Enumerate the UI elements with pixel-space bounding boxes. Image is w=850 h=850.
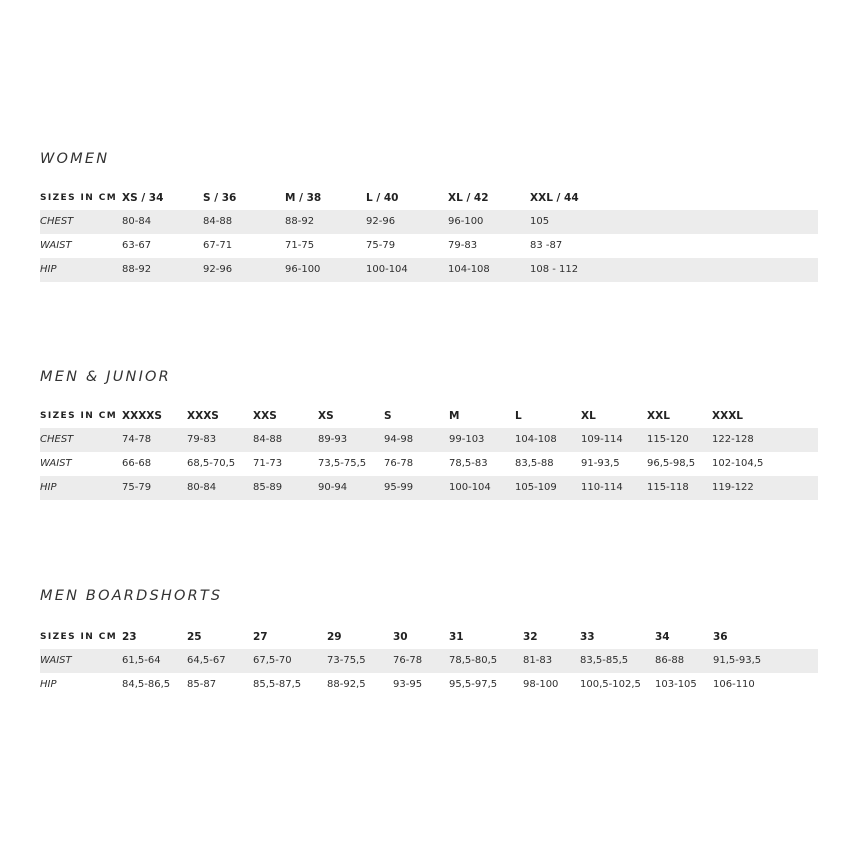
table-cell: 93-95 <box>393 679 423 690</box>
table-cell: 98-100 <box>523 679 559 690</box>
table-cell: 84-88 <box>253 434 283 445</box>
section-title: MEN BOARDSHORTS <box>40 588 223 604</box>
table-cell: 83,5-88 <box>515 458 554 469</box>
table-cell: 94-98 <box>384 434 414 445</box>
table-cell: 78,5-83 <box>449 458 488 469</box>
row-label: HIP <box>40 679 57 690</box>
size-header: 30 <box>393 631 408 643</box>
table-row-waist <box>40 649 818 673</box>
table-cell: 102-104,5 <box>712 458 764 469</box>
header-row <box>40 625 818 649</box>
size-header: 33 <box>580 631 595 643</box>
table-cell: 95-99 <box>384 482 414 493</box>
size-header: S / 36 <box>203 192 237 204</box>
size-header: M <box>449 410 460 422</box>
size-header: L <box>515 410 522 422</box>
table-cell: 104-108 <box>515 434 557 445</box>
table-cell: 100-104 <box>366 264 408 275</box>
section-title: MEN & JUNIOR <box>40 369 171 385</box>
table-cell: 88-92 <box>285 216 315 227</box>
table-cell: 81-83 <box>523 655 553 666</box>
size-header: XXXS <box>187 410 219 422</box>
table-cell: 75-79 <box>122 482 152 493</box>
table-cell: 76-78 <box>393 655 423 666</box>
table-cell: 67-71 <box>203 240 233 251</box>
table-row-chest <box>40 428 818 452</box>
table-row-waist <box>40 452 818 476</box>
table-cell: 96,5-98,5 <box>647 458 696 469</box>
table-cell: 109-114 <box>581 434 623 445</box>
header-label: SIZES IN CM <box>40 632 118 642</box>
table-cell: 115-120 <box>647 434 689 445</box>
table-cell: 64,5-67 <box>187 655 226 666</box>
table-cell: 79-83 <box>448 240 478 251</box>
size-header: XS <box>318 410 334 422</box>
table-cell: 95,5-97,5 <box>449 679 498 690</box>
table-row-waist <box>40 234 818 258</box>
size-header: XXL <box>647 410 670 422</box>
size-header: XS / 34 <box>122 192 164 204</box>
table-row-chest <box>40 210 818 234</box>
row-label: WAIST <box>40 458 72 469</box>
size-header: 27 <box>253 631 268 643</box>
table-cell: 119-122 <box>712 482 754 493</box>
size-header: 32 <box>523 631 538 643</box>
size-header: XL <box>581 410 596 422</box>
men-boardshorts-section <box>40 587 818 697</box>
table-cell: 80-84 <box>122 216 152 227</box>
table-cell: 100-104 <box>449 482 491 493</box>
table-cell: 74-78 <box>122 434 152 445</box>
men-junior-section <box>40 368 818 500</box>
header-row <box>40 186 818 210</box>
table-cell: 73-75,5 <box>327 655 366 666</box>
size-header: XXXXS <box>122 410 162 422</box>
size-header: 36 <box>713 631 728 643</box>
size-header: XL / 42 <box>448 192 489 204</box>
table-cell: 91-93,5 <box>581 458 620 469</box>
table-cell: 110-114 <box>581 482 623 493</box>
table-cell: 91,5-93,5 <box>713 655 762 666</box>
table-cell: 80-84 <box>187 482 217 493</box>
row-label: WAIST <box>40 240 72 251</box>
table-cell: 85-89 <box>253 482 283 493</box>
table-cell: 75-79 <box>366 240 396 251</box>
table-cell: 86-88 <box>655 655 685 666</box>
size-header: 23 <box>122 631 137 643</box>
table-cell: 66-68 <box>122 458 152 469</box>
size-header: XXS <box>253 410 277 422</box>
table-cell: 61,5-64 <box>122 655 161 666</box>
table-cell: 105-109 <box>515 482 557 493</box>
table-cell: 108 - 112 <box>530 264 579 275</box>
size-header: 34 <box>655 631 670 643</box>
table-cell: 83 -87 <box>530 240 563 251</box>
table-cell: 106-110 <box>713 679 755 690</box>
table-cell: 103-105 <box>655 679 697 690</box>
women-section <box>40 150 818 282</box>
row-label: HIP <box>40 482 57 493</box>
table-cell: 71-75 <box>285 240 315 251</box>
table-cell: 92-96 <box>366 216 396 227</box>
size-header: XXL / 44 <box>530 192 579 204</box>
row-label: CHEST <box>40 216 74 227</box>
table-cell: 76-78 <box>384 458 414 469</box>
header-label: SIZES IN CM <box>40 411 118 421</box>
table-cell: 78,5-80,5 <box>449 655 498 666</box>
table-cell: 99-103 <box>449 434 485 445</box>
row-label: CHEST <box>40 434 74 445</box>
section-title: WOMEN <box>40 151 110 167</box>
size-header: L / 40 <box>366 192 399 204</box>
table-cell: 88-92,5 <box>327 679 366 690</box>
size-header: S <box>384 410 392 422</box>
table-cell: 71-73 <box>253 458 283 469</box>
table-cell: 79-83 <box>187 434 217 445</box>
size-header: 29 <box>327 631 342 643</box>
table-cell: 90-94 <box>318 482 348 493</box>
size-header: 31 <box>449 631 464 643</box>
table-cell: 83,5-85,5 <box>580 655 629 666</box>
table-cell: 88-92 <box>122 264 152 275</box>
table-cell: 85,5-87,5 <box>253 679 302 690</box>
table-cell: 96-100 <box>285 264 321 275</box>
table-cell: 122-128 <box>712 434 754 445</box>
table-cell: 67,5-70 <box>253 655 292 666</box>
table-cell: 73,5-75,5 <box>318 458 367 469</box>
row-label: HIP <box>40 264 57 275</box>
header-label: SIZES IN CM <box>40 193 118 203</box>
table-cell: 63-67 <box>122 240 152 251</box>
table-cell: 68,5-70,5 <box>187 458 236 469</box>
table-cell: 89-93 <box>318 434 348 445</box>
table-row-hip <box>40 476 818 500</box>
table-cell: 84-88 <box>203 216 233 227</box>
table-cell: 96-100 <box>448 216 484 227</box>
table-cell: 84,5-86,5 <box>122 679 171 690</box>
table-cell: 85-87 <box>187 679 217 690</box>
table-cell: 92-96 <box>203 264 233 275</box>
row-label: WAIST <box>40 655 72 666</box>
header-row <box>40 404 818 428</box>
table-row-hip <box>40 258 818 282</box>
table-cell: 104-108 <box>448 264 490 275</box>
size-header: 25 <box>187 631 202 643</box>
size-header: XXXL <box>712 410 743 422</box>
table-row-hip <box>40 673 818 697</box>
table-cell: 105 <box>530 216 550 227</box>
table-cell: 100,5-102,5 <box>580 679 641 690</box>
size-header: M / 38 <box>285 192 322 204</box>
table-cell: 115-118 <box>647 482 689 493</box>
